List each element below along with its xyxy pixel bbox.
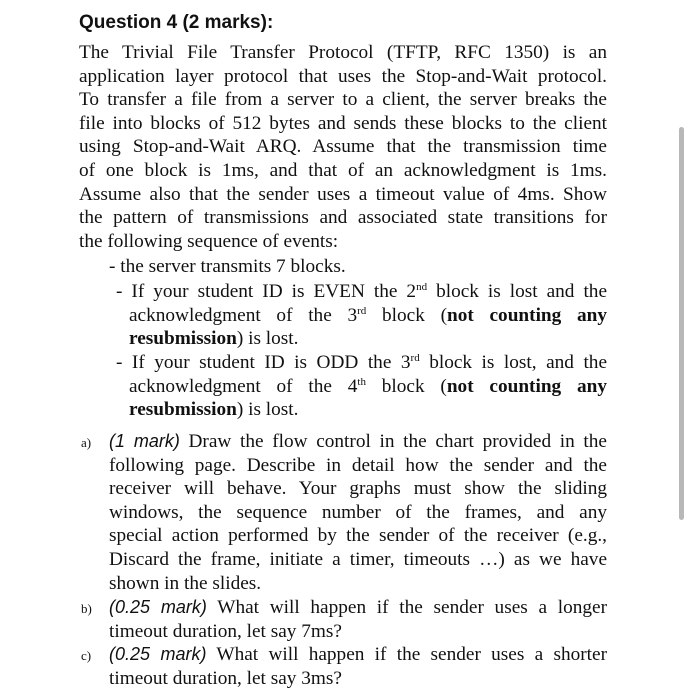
bullet-odd-id bbox=[116, 351, 607, 422]
vertical-scrollbar[interactable] bbox=[679, 127, 684, 520]
subquestion-line: (0.25 mark) What will happen if the sender uses a longer bbox=[109, 597, 607, 618]
subquestion-line: timeout duration, let say 7ms? bbox=[109, 620, 342, 642]
subquestion-a bbox=[81, 430, 607, 595]
bullet-line: acknowledgment of the 4th block (not counting any bbox=[129, 375, 608, 397]
subquestion-line: (1 mark) Draw the flow control in the chart provided in the bbox=[109, 431, 607, 452]
subquestion-line: following page. Describe in detail how the sender and the bbox=[109, 454, 607, 476]
subquestion-label: c) bbox=[81, 648, 92, 663]
intro-line: To transfer a file from a server to a client, the server breaks the bbox=[79, 89, 607, 111]
intro-line: using Stop-and-Wait ARQ. Assume that the transmission time bbox=[79, 136, 607, 158]
subquestion-line: shown in the slides. bbox=[109, 572, 262, 594]
bullet-line: acknowledgment of the 3rd block (not counting any bbox=[129, 304, 608, 326]
intro-line: of one block is 1ms, and that of an acknowledgment is 1ms. bbox=[79, 159, 607, 181]
subquestion-b bbox=[81, 596, 607, 643]
intro-paragraph bbox=[79, 41, 607, 253]
intro-line: Assume also that the sender uses a timeout value of 4ms. Show bbox=[79, 183, 607, 205]
bullet-line: - If your student ID is EVEN the 2nd block is lost and the bbox=[116, 281, 608, 302]
intro-line: application layer protocol that uses the Stop-and-Wait protocol. bbox=[79, 65, 607, 87]
subquestion-label: a) bbox=[81, 435, 92, 450]
intro-line: the following sequence of events: bbox=[79, 230, 339, 252]
subquestion-line: windows, the sequence number of the frames, and any bbox=[109, 501, 607, 523]
question-title: Question 4 (2 marks): bbox=[79, 12, 274, 33]
subquestion-line: receiver will behave. Your graphs must show the sliding bbox=[109, 478, 607, 500]
subquestion-label: b) bbox=[81, 601, 92, 616]
bullet-line: - If your student ID is ODD the 3rd block is lost, and the bbox=[116, 352, 608, 373]
bullet-transmits-blocks: - the server transmits 7 blocks. bbox=[109, 256, 346, 277]
subquestion-line: Discard the frame, initiate a timer, timeouts …) as we have bbox=[109, 548, 607, 570]
subquestion-line: (0.25 mark) What will happen if the sender uses a shorter bbox=[109, 644, 607, 665]
intro-line: file into blocks of 512 bytes and sends these blocks to the client bbox=[79, 112, 607, 134]
subquestion-c bbox=[81, 643, 607, 690]
subquestion-line: special action performed by the sender of the receiver (e.g., bbox=[109, 525, 607, 547]
intro-line: the pattern of transmissions and associated state transitions for bbox=[79, 207, 607, 229]
intro-line: The Trivial File Transfer Protocol (TFTP, RFC 1350) is an bbox=[79, 42, 607, 63]
subquestion-line: timeout duration, let say 3ms? bbox=[109, 667, 342, 689]
bullet-line: resubmission) is lost. bbox=[129, 399, 299, 421]
bullet-line: resubmission) is lost. bbox=[129, 328, 299, 350]
bullet-even-id bbox=[116, 280, 607, 351]
